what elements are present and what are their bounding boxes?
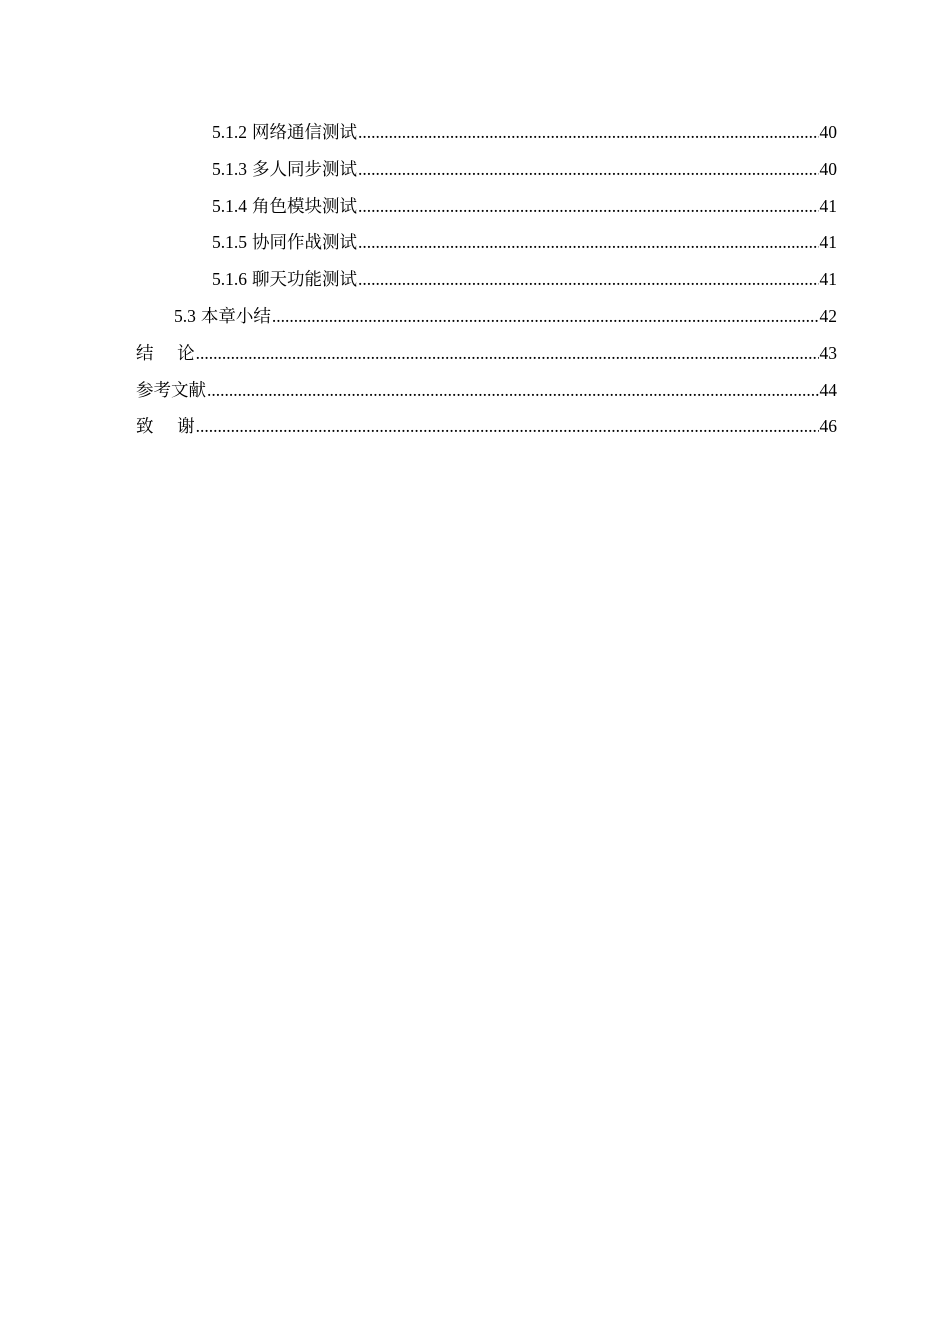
toc-dot-leader: [358, 114, 819, 151]
toc-entry-page: 40: [819, 122, 837, 142]
table-of-contents: [136, 114, 837, 445]
toc-entry-title-last-char: 论: [177, 342, 195, 363]
toc-dot-leader: [358, 151, 819, 188]
toc-entry-acknowledgements[interactable]: [136, 408, 837, 445]
toc-entry-references[interactable]: [136, 372, 837, 409]
toc-dot-leader: [358, 188, 819, 225]
toc-entry-title: 角色模块测试: [252, 195, 357, 216]
toc-entry-title: 聊天功能测试: [252, 269, 357, 290]
toc-dot-leader: [358, 261, 819, 298]
toc-entry-title: 多人同步测试: [252, 158, 357, 179]
toc-entry-page: 41: [819, 232, 837, 253]
toc-entry[interactable]: [136, 261, 837, 298]
toc-entry[interactable]: [136, 151, 837, 188]
toc-entry-page: 41: [819, 269, 837, 290]
toc-entry-title: [136, 408, 195, 445]
toc-entry[interactable]: [136, 188, 837, 225]
toc-entry-title: 本章小结: [200, 305, 271, 326]
toc-dot-leader: [272, 298, 819, 335]
toc-entry-title: 参考文献: [136, 379, 206, 400]
toc-dot-leader: [196, 408, 819, 445]
toc-entry-number: 5.1.5: [212, 232, 247, 253]
toc-entry-number: 5.1.6: [212, 269, 247, 290]
toc-entry-conclusion[interactable]: [136, 335, 837, 372]
toc-entry-page: 44: [819, 379, 837, 400]
toc-entry-title-first-char: 致: [136, 416, 178, 437]
toc-entry-number: 5.1.2: [212, 122, 247, 142]
toc-entry-title: 网络通信测试: [252, 122, 357, 142]
toc-entry-title-last-char: 谢: [177, 416, 195, 437]
toc-dot-leader: [196, 335, 819, 372]
toc-entry[interactable]: [136, 224, 837, 261]
toc-entry[interactable]: [136, 298, 837, 335]
toc-entry-page: 42: [819, 305, 837, 326]
toc-entry-page: 40: [819, 158, 837, 179]
toc-entry[interactable]: [136, 114, 837, 151]
toc-entry-title: [136, 335, 195, 372]
toc-entry-number: 5.1.4: [212, 195, 247, 216]
toc-entry-number: 5.3: [174, 305, 196, 326]
toc-dot-leader: [207, 372, 819, 409]
toc-entry-title: 协同作战测试: [252, 232, 357, 253]
toc-entry-page: 41: [819, 195, 837, 216]
toc-dot-leader: [358, 224, 819, 261]
toc-entry-page: 46: [819, 416, 837, 437]
toc-entry-number: 5.1.3: [212, 158, 247, 179]
toc-entry-title-first-char: 结: [136, 342, 178, 363]
toc-entry-page: 43: [819, 342, 837, 363]
